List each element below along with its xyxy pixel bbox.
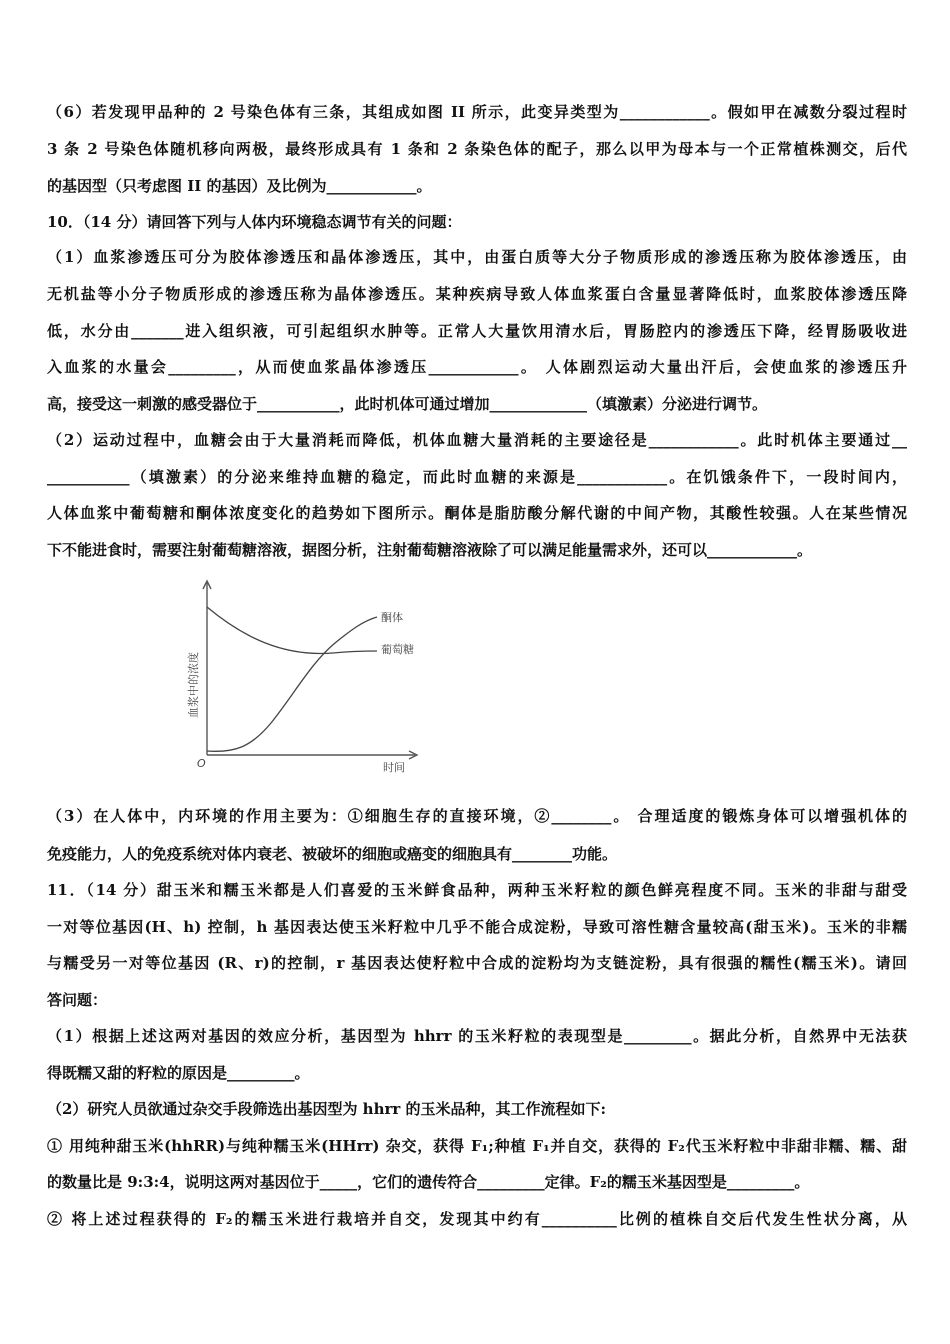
ketone-glucose-figure bbox=[183, 575, 423, 775]
ketone-curve bbox=[207, 617, 377, 751]
question-11-title: 11．（14 分）甜玉米和糯玉米都是人们喜爱的玉米鲜食品种，两种玉米籽粒的颜色鲜亮程度不同。玉米的非甜与甜受 bbox=[47, 881, 907, 899]
y-axis-label: 血浆中的浓度 bbox=[187, 652, 200, 718]
line-14: （3）在人体中，内环境的作用主要为：①细胞生存的直接环境，②________。 合理适度的锻炼身体可以增强机体的 bbox=[47, 807, 907, 825]
line-23: ① 用纯种甜玉米(hhRR)与纯种糯玉米(HHrr) 杂交，获得 F₁;种植 F₁并自交，获得的 F₂代玉米籽粒中非甜非糯、糯、甜 bbox=[47, 1137, 907, 1155]
line-11: ___________（填激素）的分泌来维持血糖的稳定，而此时血糖的来源是____________。在饥饿条件下，一段时间内， bbox=[47, 468, 907, 486]
line-20: （1）根据上述这两对基因的效应分析，基因型为 hhrr 的玉米籽粒的表现型是_________。据此分析，自然界中无法获 bbox=[47, 1027, 907, 1045]
line-22: （2）研究人员欲通过杂交手段筛选出基因型为 hhrr 的玉米品种，其工作流程如下: bbox=[47, 1100, 607, 1118]
line-3: 的基因型（只考虑图 II 的基因）及比例为____________。 bbox=[47, 177, 432, 195]
line-18: 与糯受另一对等位基因 (R、r)的控制，r 基因表达使籽粒中合成的淀粉均为支链淀粉，具有很强的糯性(糯玉米)。请回 bbox=[47, 954, 907, 972]
glucose-label: 葡萄糖 bbox=[381, 643, 414, 656]
line-2: 3 条 2 号染色体随机移向两极，最终形成具有 1 条和 2 条染色体的配子，那么以甲为母本与一个正常植株测交，后代 bbox=[47, 140, 907, 158]
line-6: 无机盐等小分子物质形成的渗透压称为晶体渗透压。某种疾病导致人体血浆蛋白含量显著降低时，血浆胶体渗透压降 bbox=[47, 285, 907, 303]
line-9: 高，接受这一刺激的感受器位于___________，此时机体可通过增加_____________（填激素）分泌进行调节。 bbox=[47, 395, 768, 413]
line-24: 的数量比是 9:3:4，说明这两对基因位于_____，它们的遗传符合_________定律。F₂的糯玉米基因型是_________。 bbox=[47, 1173, 810, 1191]
line-25: ② 将上述过程获得的 F₂的糯玉米进行栽培并自交，发现其中约有__________比例的植株自交后代发生性状分离，从 bbox=[47, 1210, 907, 1228]
line-13: 下不能进食时，需要注射葡萄糖溶液，据图分析，注射葡萄糖溶液除了可以满足能量需求外，还可以____________。 bbox=[47, 541, 813, 559]
line-8: 入血浆的水量会_________，从而使血浆晶体渗透压____________。 人体剧烈运动大量出汗后，会使血浆的渗透压升 bbox=[47, 358, 907, 376]
line-15: 免疫能力，人的免疫系统对体内衰老、被破坏的细胞或癌变的细胞具有________功能。 bbox=[47, 845, 618, 863]
line-19: 答问题： bbox=[47, 991, 108, 1009]
concentration-chart bbox=[183, 575, 423, 775]
x-axis-label: 时间 bbox=[383, 761, 405, 774]
line-21: 得既糯又甜的籽粒的原因是_________。 bbox=[47, 1064, 310, 1082]
ketone-label: 酮体 bbox=[381, 611, 403, 624]
line-7: 低，水分由_______进入组织液，可引起组织水肿等。正常人大量饮用清水后，胃肠腔内的渗透压下降，经胃肠吸收进 bbox=[47, 322, 907, 340]
line-17: 一对等位基因(H、h) 控制，h 基因表达使玉米籽粒中几乎不能合成淀粉，导致可溶性糖含量较高(甜玉米)。玉米的非糯 bbox=[47, 918, 907, 936]
line-1: （6）若发现甲品种的 2 号染色体有三条，其组成如图 II 所示，此变异类型为____________。假如甲在减数分裂过程时 bbox=[47, 103, 907, 121]
question-10-title: 10．（14 分）请回答下列与人体内环境稳态调节有关的问题： bbox=[47, 213, 462, 231]
origin-label: O bbox=[197, 757, 206, 770]
line-5: （1）血浆渗透压可分为胶体渗透压和晶体渗透压，其中，由蛋白质等大分子物质形成的渗透压称为胶体渗透压，由 bbox=[47, 248, 907, 266]
line-10: （2）运动过程中，血糖会由于大量消耗而降低，机体血糖大量消耗的主要途径是____________。此时机体主要通过__ bbox=[47, 431, 907, 449]
line-12: 人体血浆中葡萄糖和酮体浓度变化的趋势如下图所示。酮体是脂肪酸分解代谢的中间产物，其酸性较强。人在某些情况 bbox=[47, 504, 907, 522]
